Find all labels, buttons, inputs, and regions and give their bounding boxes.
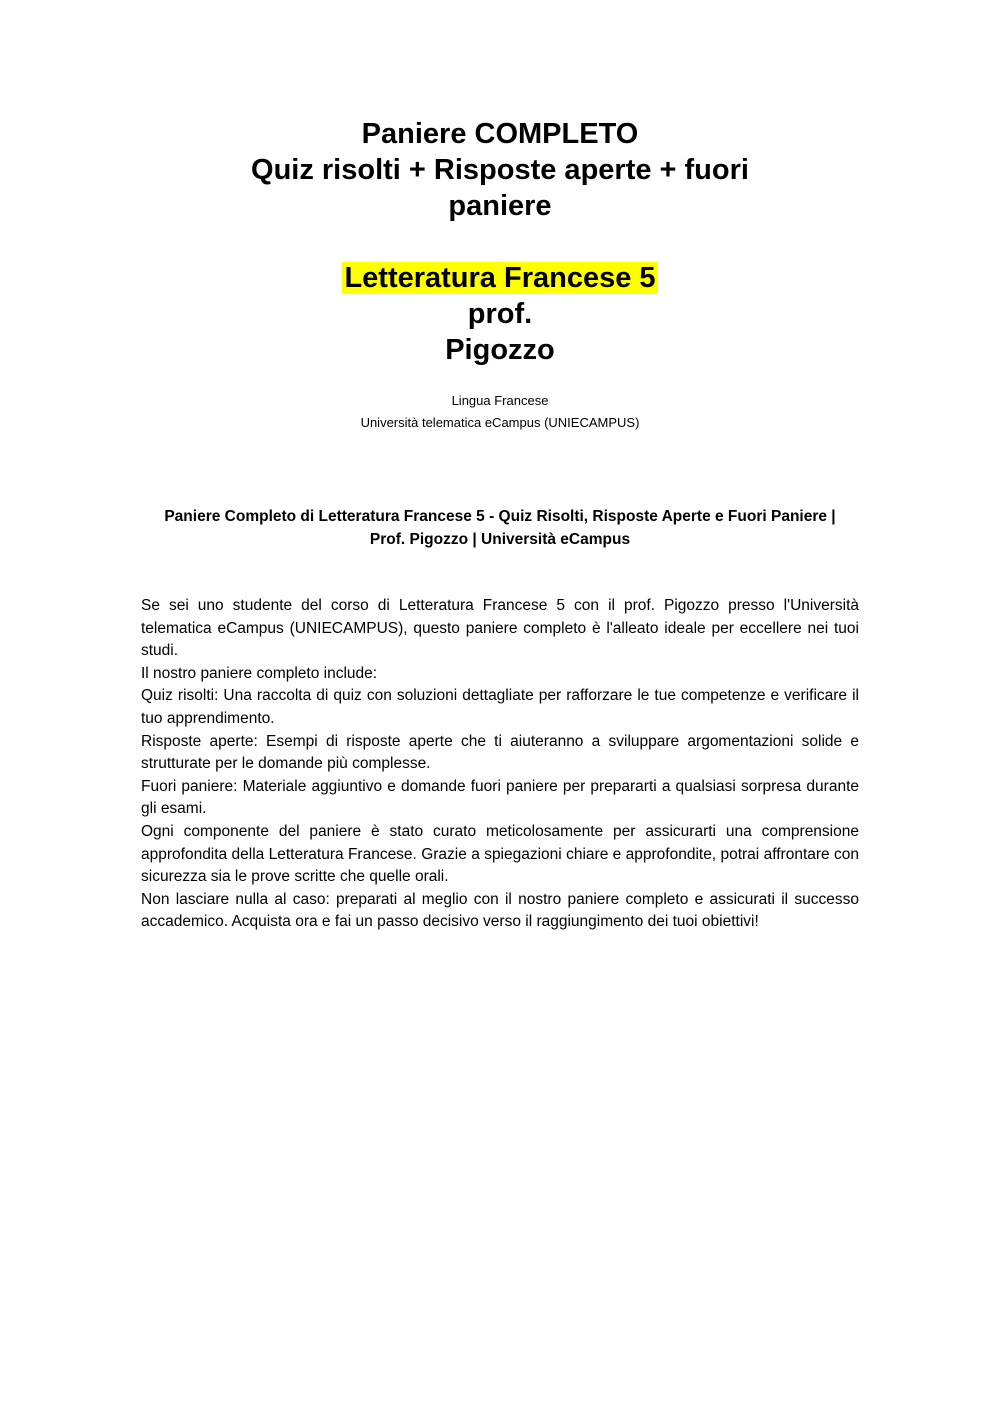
course-name: Letteratura Francese 5: [344, 262, 656, 294]
prof-label: prof.: [467, 298, 533, 330]
university-label: Università telematica eCampus (UNIECAMPUS): [360, 415, 640, 430]
description-body: [141, 595, 859, 934]
subtitle-line-2: Prof. Pigozzo | Università eCampus: [369, 531, 631, 548]
paragraph: Fuori paniere: Materiale aggiuntivo e domande fuori paniere per prepararti a qualsiasi sorpresa durante gli esami.: [141, 777, 859, 818]
title-line-3: paniere: [448, 190, 552, 222]
title-line-2: Quiz risolti + Risposte aperte + fuori: [251, 154, 749, 186]
paragraph: Non lasciare nulla al caso: preparati al meglio con il nostro paniere completo e assicurati il successo accademico. Acquista ora e fai un passo decisivo verso il raggiungimento dei tuoi obiettivi!: [141, 890, 859, 931]
subtitle-line-1: Paniere Completo di Letteratura Francese 5 - Quiz Risolti, Risposte Aperte e Fuori Paniere |: [164, 508, 836, 525]
document-subtitle: [141, 505, 859, 551]
paragraph: Se sei uno studente del corso di Letteratura Francese 5 con il prof. Pigozzo presso l'Università telematica eCampus (UNIECAMPUS), questo paniere completo è l'alleato ideale per eccellere nei tuoi studi.: [141, 597, 859, 660]
paragraph: Quiz risolti: Una raccolta di quiz con soluzioni dettagliate per rafforzare le tue competenze e verificare il tuo apprendimento.: [141, 687, 859, 727]
paragraph: Ogni componente del paniere è stato curato meticolosamente per assicurarti una comprensione approfondita della Letteratura Francese. Grazie a spiegazioni chiare e approfondite, potrai affrontare con sicurezza sia le prove scritte che quelle orali.: [141, 822, 859, 886]
paragraph: Il nostro paniere completo include:: [141, 664, 378, 682]
course-meta: [0, 390, 1000, 434]
course-heading: [0, 260, 1000, 368]
paragraph: Risposte aperte: Esempi di risposte aperte che ti aiuteranno a sviluppare argomentazioni solide e strutturate per le domande più complesse.: [141, 732, 859, 773]
prof-name: Pigozzo: [445, 334, 555, 366]
subject-label: Lingua Francese: [451, 393, 549, 408]
title-line-1: Paniere COMPLETO: [361, 118, 639, 150]
document-title: [0, 116, 1000, 224]
